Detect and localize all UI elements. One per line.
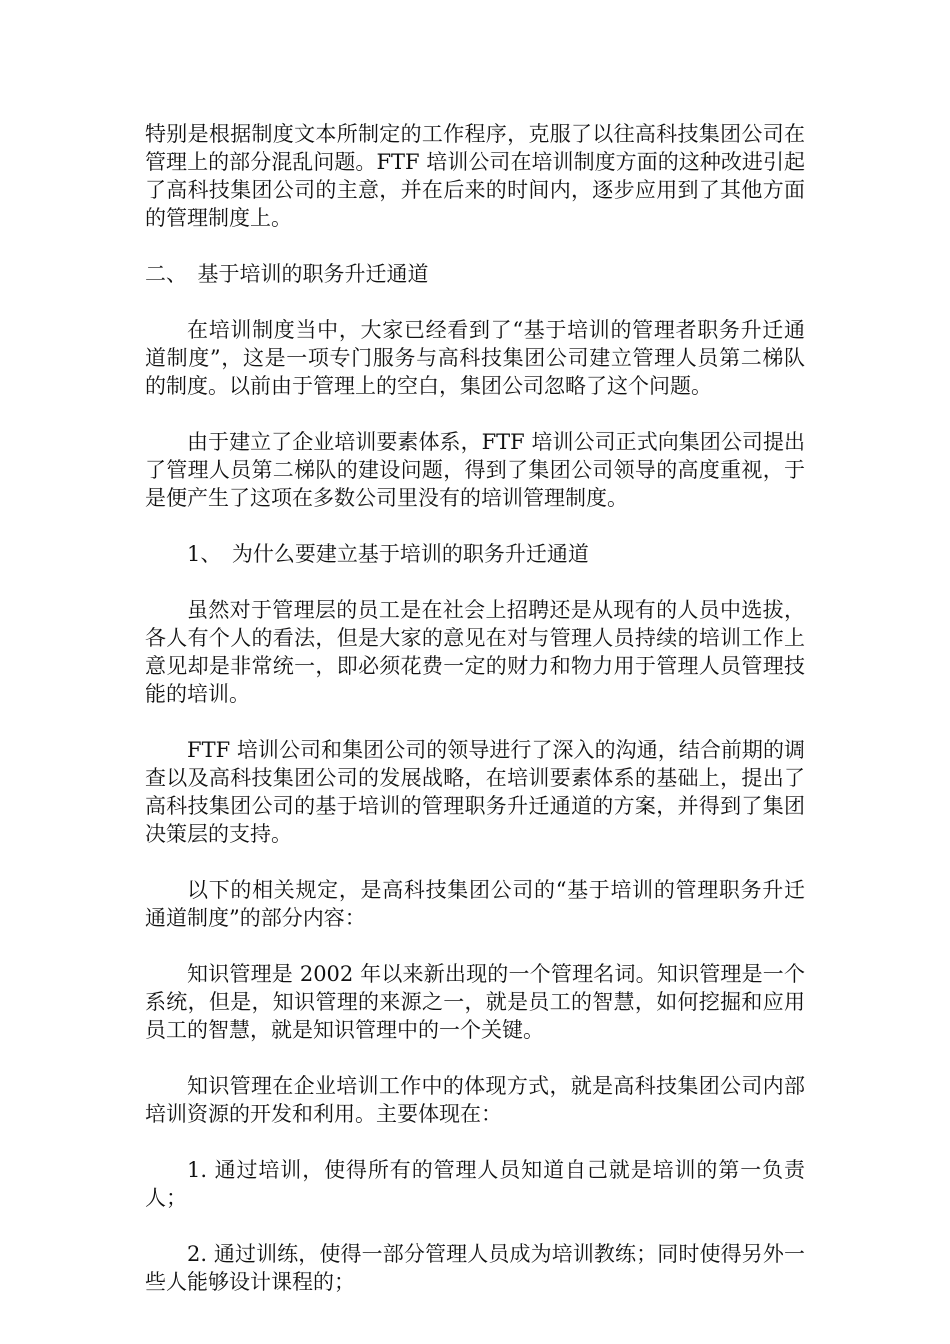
paragraph: FTF 培训公司和集团公司的领导进行了深入的沟通，结合前期的调查以及高科技集团公司的发展战略，在培训要素体系的基础上，提出了高科技集团公司的基于培训的管理职务升迁通道的方案，并得到了集团决策层的支持。: [145, 738, 805, 846]
paragraph: 由于建立了企业培训要素体系，FTF 培训公司正式向集团公司提出了管理人员第二梯队的建设问题，得到了集团公司领导的高度重视，于是便产生了这项在多数公司里没有的培训管理制度。: [145, 430, 805, 510]
list-item: 1. 通过培训，使得所有的管理人员知道自己就是培训的第一负责人；: [145, 1158, 805, 1210]
subsection-heading: 1、 为什么要建立基于培训的职务升迁通道: [187, 542, 589, 566]
document-body: [145, 120, 805, 1324]
paragraph: 知识管理在企业培训工作中的体现方式，就是高科技集团公司内部培训资源的开发和利用。主要体现在：: [145, 1074, 805, 1126]
list-item: 2. 通过训练，使得一部分管理人员成为培训教练；同时使得另外一些人能够设计课程的；: [145, 1242, 805, 1294]
paragraph: 在培训制度当中，大家已经看到了“基于培训的管理者职务升迁通道制度”，这是一项专门服务与高科技集团公司建立管理人员第二梯队的制度。以前由于管理上的空白，集团公司忽略了这个问题。: [145, 318, 805, 398]
paragraph-continuation: 特别是根据制度文本所制定的工作程序，克服了以往高科技集团公司在管理上的部分混乱问题。FTF 培训公司在培训制度方面的这种改进引起了高科技集团公司的主意，并在后来的时间内，逐步应用到了其他方面的管理制度上。: [145, 122, 805, 230]
paragraph: 知识管理是 2002 年以来新出现的一个管理名词。知识管理是一个系统，但是，知识管理的来源之一，就是员工的智慧，如何挖掘和应用员工的智慧，就是知识管理中的一个关键。: [145, 962, 805, 1042]
paragraph: 以下的相关规定，是高科技集团公司的“基于培训的管理职务升迁通道制度”的部分内容：: [145, 878, 805, 930]
paragraph: 虽然对于管理层的员工是在社会上招聘还是从现有的人员中选拔，各人有个人的看法，但是大家的意见在对与管理人员持续的培训工作上意见却是非常统一，即必须花费一定的财力和物力用于管理人员管理技能的培训。: [145, 598, 805, 706]
section-heading: 二、 基于培训的职务升迁通道: [145, 262, 429, 286]
